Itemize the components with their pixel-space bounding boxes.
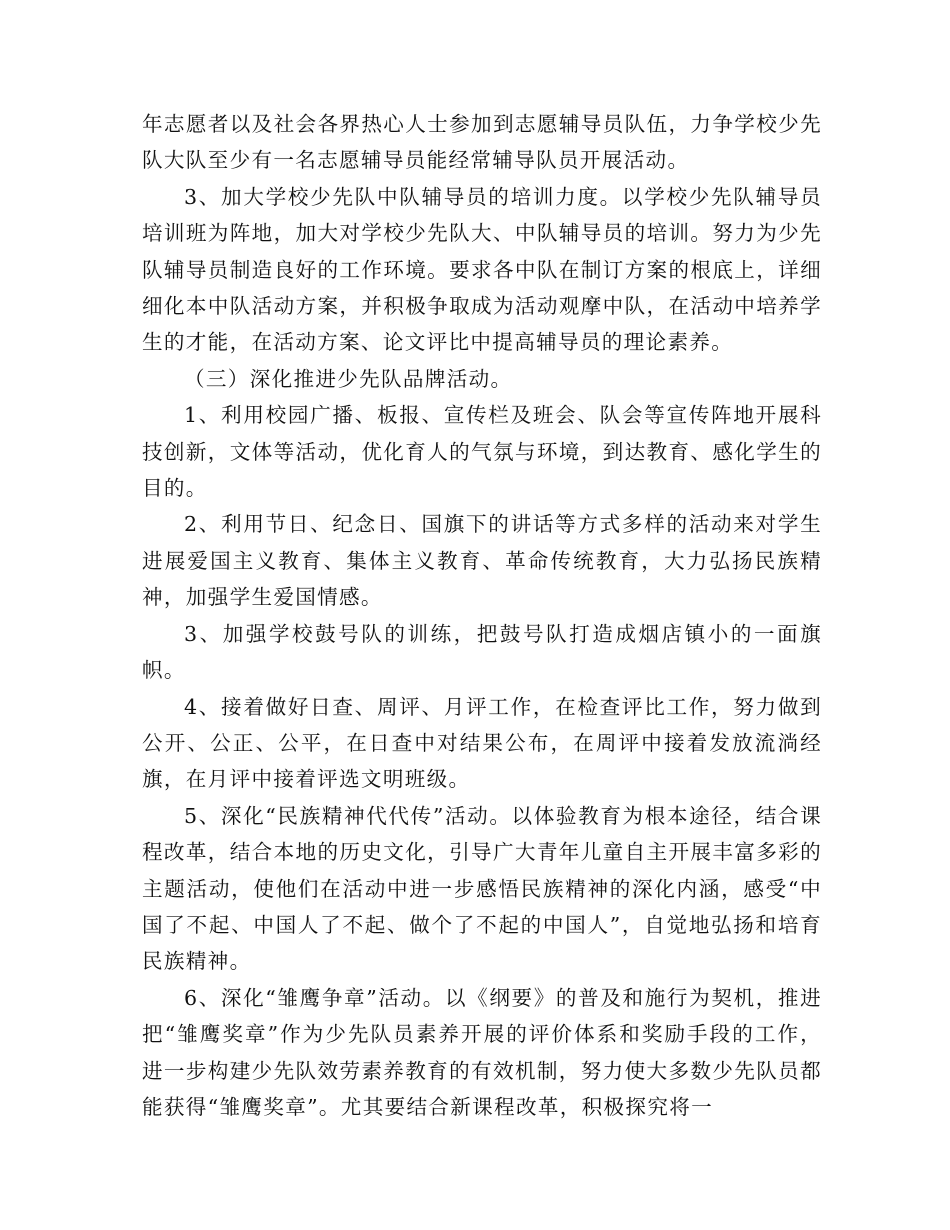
- paragraph-item-1-publicity: 1、利用校园广播、板报、宣传栏及班会、队会等宣传阵地开展科技创新，文体等活动，优化育人的气氛与环境，到达教育、感化学生的目的。: [142, 403, 822, 501]
- paragraph-item-5-national-spirit: 5、深化“民族精神代代传”活动。以体验教育为根本途径，结合课程改革，结合本地的历史文化，引导广大青年儿童自主开展丰富多彩的主题活动，使他们在活动中进一步感悟民族精神的深化内涵，感受“中国了不起、中国人了不起、做个了不起的中国人”，自觉地弘扬和培育民族精神。: [142, 803, 822, 974]
- document-body: [142, 106, 822, 1125]
- paragraph-item-2-patriotism: 2、利用节日、纪念日、国旗下的讲话等方式多样的活动来对学生进展爱国主义教育、集体主义教育、革命传统教育，大力弘扬民族精神，加强学生爱国情感。: [142, 512, 822, 610]
- section-heading-brand-activities: （三）深化推进少先队品牌活动。: [184, 366, 513, 391]
- paragraph-item-4-inspection: 4、接着做好日查、周评、月评工作，在检查评比工作，努力做到公开、公正、公平，在日查中对结果公布，在周评中接着发放流淌经旗，在月评中接着评选文明班级。: [142, 694, 822, 792]
- paragraph-item-6-eagle-badge: 6、深化“雏鹰争章”活动。以《纲要》的普及和施行为契机，推进把“雏鹰奖章”作为少先队员素养开展的评价体系和奖励手段的工作，进一步构建少先队效劳素养教育的有效机制，努力使大多数少先队员都能获得“雏鹰奖章”。尤其要结合新课程改革，积极探究将一: [142, 985, 822, 1119]
- paragraph-item-3-training: 3、加大学校少先队中队辅导员的培训力度。以学校少先队辅导员培训班为阵地，加大对学校少先队大、中队辅导员的培训。努力为少先队辅导员制造良好的工作环境。要求各中队在制订方案的根底上，详细细化本中队活动方案，并积极争取成为活动观摩中队，在活动中培养学生的才能，在活动方案、论文评比中提高辅导员的理论素养。: [142, 184, 822, 355]
- paragraph-volunteer-continuation: 年志愿者以及社会各界热心人士参加到志愿辅导员队伍，力争学校少先队大队至少有一名志愿辅导员能经常辅导队员开展活动。: [142, 112, 822, 173]
- paragraph-item-3-drum-team: 3、加强学校鼓号队的训练，把鼓号队打造成烟店镇小的一面旗帜。: [142, 621, 822, 683]
